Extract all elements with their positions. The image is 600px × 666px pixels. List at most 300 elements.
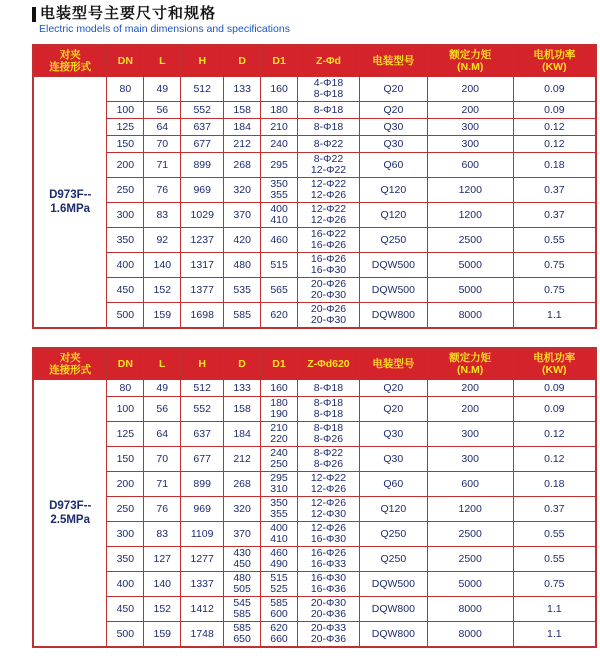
model-label [33, 380, 107, 648]
column-header [224, 348, 261, 380]
cell-line: 1337 [190, 577, 214, 590]
cell-line: 125 [116, 427, 135, 440]
table-cell [144, 397, 181, 422]
table-cell [144, 497, 181, 522]
table-cell [359, 303, 427, 329]
column-header [181, 348, 224, 380]
table-cell [181, 178, 224, 203]
table-cell [359, 178, 427, 203]
cell-line: 0.37 [544, 208, 565, 221]
table-cell [144, 253, 181, 278]
cell-line: 5000 [458, 577, 482, 590]
cell-line: 220 [270, 433, 288, 446]
cell-line: 56 [156, 103, 169, 116]
cell-line: Q30 [383, 452, 404, 465]
cell-line: 240 [270, 137, 288, 150]
table-cell [261, 597, 298, 622]
cell-line: 320 [233, 183, 251, 196]
table-cell [427, 447, 513, 472]
table-cell [181, 228, 224, 253]
cell-line: 0.37 [544, 183, 565, 196]
cell-line: 额定力矩 [449, 352, 492, 365]
table-row [33, 622, 596, 648]
table-cell [261, 119, 298, 136]
cell-line: 1200 [458, 183, 482, 196]
cell-line: 12-Φ26 [310, 483, 347, 496]
table-cell [261, 472, 298, 497]
cell-line: 4-Φ18 [313, 77, 344, 90]
cell-line: 0.55 [544, 527, 565, 540]
table-cell [513, 447, 596, 472]
cell-line: 268 [233, 158, 251, 171]
cell-line: 300 [461, 137, 480, 150]
cell-line: 8-Φ22 [313, 137, 344, 150]
cell-line: 49 [156, 381, 169, 394]
cell-line: Q120 [380, 208, 407, 221]
cell-line: 450 [233, 558, 251, 571]
cell-line: 350 [116, 552, 135, 565]
table-cell [513, 380, 596, 397]
table-cell [107, 136, 144, 153]
cell-line: Z-Φd [316, 55, 341, 68]
cell-line: 212 [233, 137, 251, 150]
cell-line: 电装型号 [372, 358, 415, 371]
cell-line: 637 [193, 427, 211, 440]
cell-line: 370 [233, 208, 251, 221]
table-cell [224, 447, 261, 472]
table-cell [107, 497, 144, 522]
table-cell [297, 397, 359, 422]
table-cell [261, 136, 298, 153]
table-cell [261, 547, 298, 572]
column-header [359, 348, 427, 380]
table-cell [224, 136, 261, 153]
cell-line: 20-Φ36 [310, 608, 347, 621]
table-cell [224, 380, 261, 397]
cell-line: 12-Φ26 [310, 189, 347, 202]
table-cell [224, 472, 261, 497]
table-row [33, 178, 596, 203]
cell-line: 8-Φ26 [313, 433, 344, 446]
spec-table-2 [32, 347, 597, 648]
cell-line: 200 [461, 103, 480, 116]
cell-line: D1 [272, 358, 286, 371]
table-cell [359, 380, 427, 397]
table-cell [427, 597, 513, 622]
cell-line: 210 [270, 422, 288, 435]
table-cell [107, 253, 144, 278]
cell-line: Q20 [383, 381, 404, 394]
cell-line: 159 [153, 627, 172, 640]
table-cell [144, 203, 181, 228]
cell-line: 8-Φ22 [313, 153, 344, 166]
cell-line: 140 [153, 577, 172, 590]
column-header [427, 348, 513, 380]
cell-line: 150 [116, 137, 135, 150]
cell-line: 0.09 [544, 402, 565, 415]
table-row [33, 572, 596, 597]
table-cell [107, 622, 144, 648]
table-cell [513, 102, 596, 119]
cell-line: 210 [270, 120, 288, 133]
table-cell [107, 572, 144, 597]
cell-line: 212 [233, 452, 251, 465]
table-cell [261, 497, 298, 522]
cell-line: 8-Φ18 [313, 103, 344, 116]
cell-line: 600 [461, 477, 479, 490]
cell-line: 515 [270, 572, 288, 585]
table-cell [359, 472, 427, 497]
cell-line: 460 [270, 547, 288, 560]
cell-line: Q30 [383, 120, 404, 133]
table-cell [224, 497, 261, 522]
cell-line: 677 [193, 452, 211, 465]
cell-line: 16-Φ30 [310, 572, 347, 585]
table-cell [359, 572, 427, 597]
cell-line: 8-Φ18 [313, 408, 344, 421]
table-cell [297, 622, 359, 648]
cell-line: 160 [270, 381, 288, 394]
table-cell [427, 102, 513, 119]
cell-line: 12-Φ22 [310, 178, 347, 191]
table-cell [298, 153, 360, 178]
table-cell [359, 547, 427, 572]
cell-line: 8000 [458, 627, 482, 640]
cell-line: 0.09 [544, 103, 565, 116]
cell-line: 电机功率 [533, 352, 576, 365]
table-row [33, 77, 596, 102]
cell-line: 0.09 [544, 381, 565, 394]
cell-line: 184 [233, 120, 251, 133]
cell-line: 0.55 [544, 233, 565, 246]
table-cell [297, 522, 359, 547]
table-cell [297, 597, 359, 622]
table-cell [359, 253, 427, 278]
table-cell [224, 522, 261, 547]
table-cell [427, 119, 513, 136]
table-cell [144, 102, 181, 119]
cell-line: D973F-- [49, 189, 92, 202]
table-cell [297, 497, 359, 522]
table-cell [427, 572, 513, 597]
table-cell [359, 422, 427, 447]
cell-line: 585 [270, 597, 288, 610]
cell-line: 969 [193, 502, 211, 515]
cell-line: 1317 [190, 258, 214, 271]
cell-line: 8-Φ18 [313, 381, 344, 394]
table-cell [359, 153, 427, 178]
cell-line: 525 [270, 583, 288, 596]
cell-line: 600 [461, 158, 480, 171]
cell-line: 565 [270, 283, 288, 296]
table-cell [261, 397, 298, 422]
cell-line: Q20 [383, 103, 404, 116]
cell-line: 505 [233, 583, 251, 596]
table-cell [144, 422, 181, 447]
cell-line: 0.12 [544, 120, 565, 133]
cell-line: 660 [270, 633, 288, 646]
table-cell [298, 203, 360, 228]
cell-line: 16-Φ22 [310, 228, 347, 241]
cell-line: 2.5MPa [50, 514, 90, 527]
cell-line: 410 [270, 533, 288, 546]
table-cell [144, 447, 181, 472]
table-cell [181, 422, 224, 447]
table-cell [297, 572, 359, 597]
table-cell [224, 153, 261, 178]
cell-line: DQW500 [371, 283, 415, 296]
cell-line: DQW500 [371, 577, 415, 590]
column-header [297, 348, 359, 380]
cell-line: 450 [116, 283, 135, 296]
cell-line: 133 [233, 82, 251, 95]
table-cell [144, 303, 181, 329]
cell-line: Q120 [380, 183, 407, 196]
table-row [33, 447, 596, 472]
table-cell [298, 253, 360, 278]
table-row [33, 547, 596, 572]
cell-line: 12-Φ30 [310, 508, 347, 521]
table-cell [181, 253, 224, 278]
cell-line: Q120 [380, 502, 407, 515]
cell-line: 250 [270, 458, 288, 471]
cell-line: 2500 [458, 527, 482, 540]
table-cell [224, 597, 261, 622]
table-cell [261, 380, 298, 397]
table-cell [181, 472, 224, 497]
cell-line: 180 [270, 103, 288, 116]
cell-line: 20-Φ30 [310, 314, 347, 327]
cell-line: L [159, 358, 166, 371]
cell-line: D973F-- [49, 500, 92, 513]
cell-line: 额定力矩 [449, 49, 492, 62]
table-cell [513, 397, 596, 422]
cell-line: 16-Φ26 [310, 253, 347, 266]
cell-line: 5000 [458, 258, 482, 271]
cell-line: 12-Φ26 [310, 214, 347, 227]
table-cell [144, 278, 181, 303]
cell-line: 12-Φ22 [310, 472, 347, 485]
cell-line: 1029 [190, 208, 214, 221]
column-header [513, 348, 596, 380]
table-cell [513, 178, 596, 203]
table-cell [224, 203, 261, 228]
cell-line: 184 [233, 427, 251, 440]
table-cell [107, 447, 144, 472]
cell-line: 200 [461, 402, 479, 415]
cell-line: 2500 [458, 552, 482, 565]
table-cell [224, 572, 261, 597]
cell-line: DN [117, 358, 133, 371]
cell-line: 8000 [458, 602, 482, 615]
cell-line: 16-Φ30 [310, 533, 347, 546]
table-cell [359, 597, 427, 622]
cell-line: 295 [270, 472, 288, 485]
cell-line: 16-Φ26 [310, 239, 347, 252]
table-cell [513, 472, 596, 497]
table-cell [144, 228, 181, 253]
column-header [261, 348, 298, 380]
table-cell [181, 77, 224, 102]
header-row [33, 348, 596, 380]
table-cell [261, 622, 298, 648]
cell-line: 20-Φ33 [310, 622, 347, 635]
cell-line: 8-Φ22 [313, 447, 344, 460]
cell-line: D [238, 358, 246, 371]
table-cell [359, 447, 427, 472]
cell-line: 71 [156, 477, 169, 490]
cell-line: 125 [116, 120, 135, 133]
cell-line: 8-Φ18 [313, 422, 344, 435]
table-cell [513, 136, 596, 153]
cell-line: Q250 [380, 527, 407, 540]
table-cell [359, 77, 427, 102]
table-cell [359, 278, 427, 303]
table-cell [181, 203, 224, 228]
table-cell [261, 228, 298, 253]
cell-line: 0.12 [544, 427, 565, 440]
table-cell [298, 178, 360, 203]
cell-line: 480 [233, 572, 251, 585]
table-cell [427, 178, 513, 203]
table-cell [298, 228, 360, 253]
cell-line: 200 [116, 477, 135, 490]
table-cell [261, 203, 298, 228]
cell-line: 20-Φ30 [310, 289, 347, 302]
table-cell [224, 119, 261, 136]
table-cell [513, 547, 596, 572]
cell-line: 240 [270, 447, 288, 460]
cell-line: 552 [193, 402, 211, 415]
cell-line: 150 [116, 452, 135, 465]
table-cell [107, 102, 144, 119]
table-row [33, 522, 596, 547]
cell-line: 71 [156, 158, 169, 171]
cell-line: 20-Φ26 [310, 303, 347, 316]
table-cell [298, 77, 360, 102]
table-cell [181, 303, 224, 329]
cell-line: 83 [156, 527, 169, 540]
table-cell [513, 303, 596, 329]
table-cell [261, 422, 298, 447]
cell-line: 650 [233, 633, 251, 646]
cell-line: 80 [119, 82, 132, 95]
cell-line: 300 [116, 208, 135, 221]
cell-line: 355 [270, 189, 288, 202]
cell-line: 83 [156, 208, 169, 221]
cell-line: 0.12 [544, 137, 565, 150]
table-cell [224, 253, 261, 278]
table-row [33, 228, 596, 253]
table-row [33, 119, 596, 136]
page-subtitle: Electric models of main dimensions and specifications [39, 22, 290, 35]
cell-line: 1237 [190, 233, 214, 246]
cell-line: 133 [233, 381, 251, 394]
cell-line: 连接形式 [49, 61, 92, 74]
cell-line: 0.18 [544, 477, 565, 490]
title-row [32, 6, 597, 23]
cell-line: H [198, 55, 207, 68]
table-cell [181, 153, 224, 178]
table-cell [513, 522, 596, 547]
cell-line: DQW800 [371, 627, 415, 640]
cell-line: 对夹 [59, 49, 81, 62]
cell-line: 450 [116, 602, 135, 615]
table-cell [181, 522, 224, 547]
table-cell [144, 178, 181, 203]
table-cell [513, 572, 596, 597]
cell-line: 600 [270, 608, 288, 621]
cell-line: Q20 [383, 402, 404, 415]
cell-line: D [238, 55, 246, 68]
cell-line: 250 [116, 183, 135, 196]
table-cell [107, 422, 144, 447]
cell-line: 250 [116, 502, 135, 515]
column-header [261, 45, 298, 77]
table-cell [261, 178, 298, 203]
cell-line: L [159, 55, 166, 68]
cell-line: 20-Φ30 [310, 597, 347, 610]
table-row [33, 397, 596, 422]
table-cell [359, 397, 427, 422]
column-header [181, 45, 224, 77]
cell-line: 320 [233, 502, 251, 515]
cell-line: 410 [270, 214, 288, 227]
header-row [33, 45, 596, 77]
cell-line: 370 [233, 527, 251, 540]
table-row [33, 136, 596, 153]
cell-line: 16-Φ33 [310, 558, 347, 571]
table-cell [427, 228, 513, 253]
table-cell [224, 547, 261, 572]
cell-line: 0.75 [544, 283, 565, 296]
table-cell [359, 136, 427, 153]
cell-line: 电装型号 [372, 55, 415, 68]
cell-line: Q30 [383, 427, 404, 440]
cell-line: 300 [461, 427, 479, 440]
table-cell [427, 203, 513, 228]
cell-line: 1.1 [547, 308, 562, 321]
cell-line: 490 [270, 558, 288, 571]
table-cell [144, 597, 181, 622]
table-cell [144, 380, 181, 397]
cell-line: 899 [193, 158, 211, 171]
cell-line: 1.1 [546, 602, 562, 615]
table-cell [297, 422, 359, 447]
page-title: 电装型号主要尺寸和规格 [40, 5, 217, 22]
table-cell [427, 303, 513, 329]
cell-line: 159 [153, 308, 172, 321]
cell-line: D1 [272, 55, 286, 68]
table-row [33, 422, 596, 447]
table-cell [359, 497, 427, 522]
cell-line: 64 [156, 120, 169, 133]
table-cell [144, 153, 181, 178]
column-header [144, 348, 181, 380]
cell-line: 268 [233, 477, 251, 490]
table-cell [107, 547, 144, 572]
cell-line: 350 [270, 178, 288, 191]
cell-line: 200 [461, 381, 479, 394]
cell-line: 515 [270, 258, 288, 271]
cell-line: 350 [116, 233, 135, 246]
column-header [427, 45, 513, 77]
cell-line: 512 [193, 82, 211, 95]
table-cell [513, 77, 596, 102]
table-cell [513, 119, 596, 136]
cell-line: 76 [156, 183, 169, 196]
cell-line: 400 [116, 577, 135, 590]
